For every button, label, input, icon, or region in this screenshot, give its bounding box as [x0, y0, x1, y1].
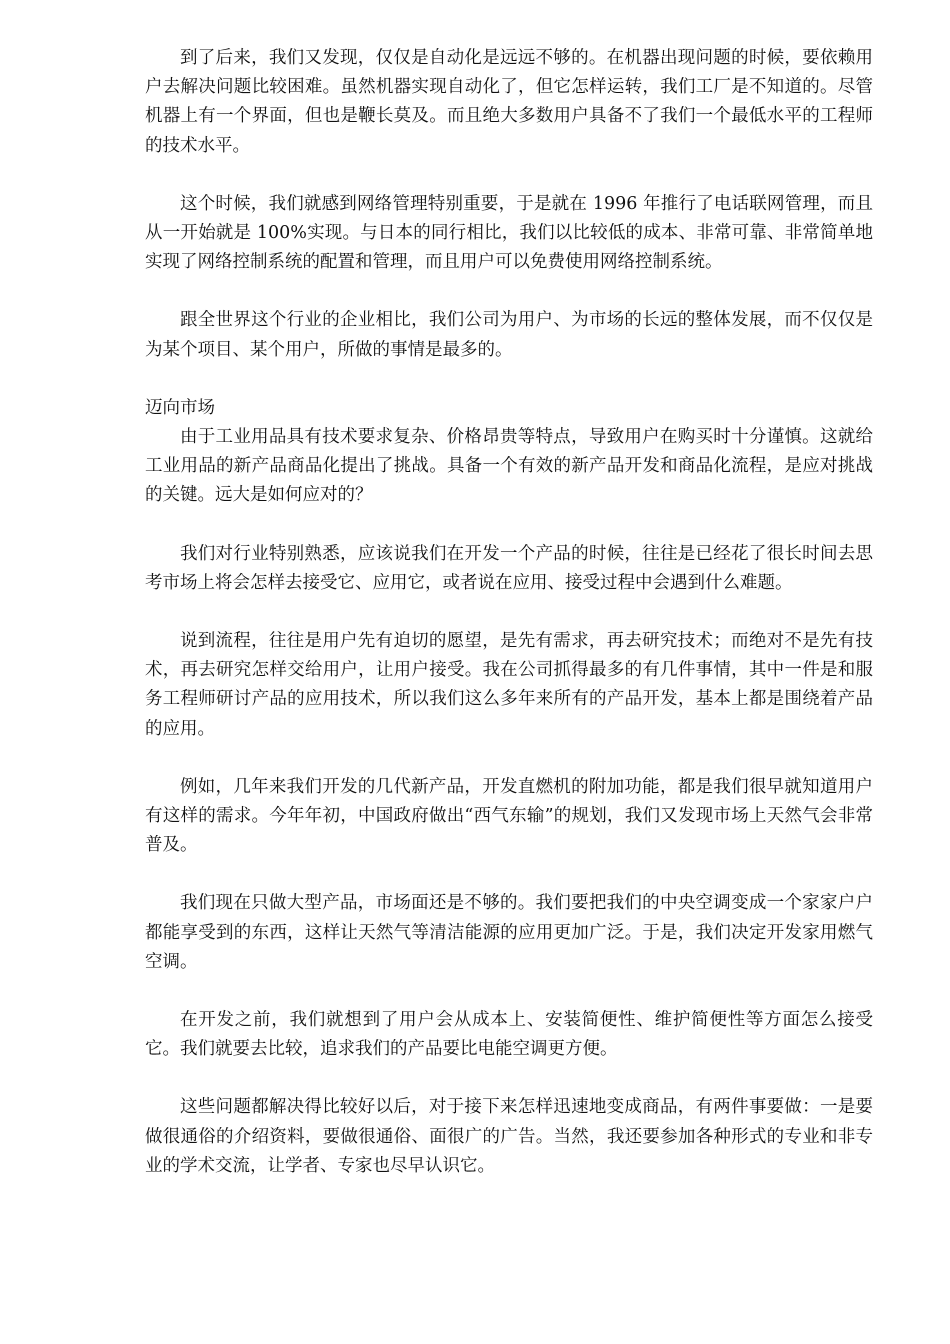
- paragraph-gap: [145, 277, 873, 306]
- paragraph-industry-comparison: 跟全世界这个行业的企业相比，我们公司为用户、为市场的长远的整体发展，而不仅仅是为某个项目、某个用户，所做的事情是最多的。: [145, 310, 873, 360]
- paragraph-gap: [145, 598, 873, 627]
- paragraph-gap: [145, 744, 873, 773]
- paragraph-gap: [145, 977, 873, 1006]
- paragraph-gap: [145, 1064, 873, 1093]
- paragraph-before-development: 在开发之前，我们就想到了用户会从成本上、安装简便性、维护简便性等方面怎么接受它。我们就要去比较，追求我们的产品要比电能空调更方便。: [145, 1010, 873, 1060]
- paragraph-automation: 到了后来，我们又发现，仅仅是自动化是远远不够的。在机器出现问题的时候，要依赖用户去解决问题比较困难。虽然机器实现自动化了，但它怎样运转，我们工厂是不知道的。尽管机器上有一个界面，但也是鞭长莫及。而且绝大多数用户具备不了我们一个最低水平的工程师的技术水平。: [145, 48, 873, 156]
- paragraph-gap: [145, 365, 873, 394]
- section-heading: 迈向市场: [145, 397, 215, 418]
- paragraph-gap: [145, 860, 873, 889]
- paragraph-industry-familiarity: 我们对行业特别熟悉，应该说我们在开发一个产品的时候，往往是已经花了很长时间去思考市场上将会怎样去接受它、应用它，或者说在应用、接受过程中会遇到什么难题。: [145, 543, 873, 593]
- paragraph-commercialization: 这些问题都解决得比较好以后，对于接下来怎样迅速地变成商品，有两件事要做：一是要做很通俗的介绍资料，要做很通俗、面很广的广告。当然，我还要参加各种形式的专业和非专业的学术交流，让学者、专家也尽早认识它。: [145, 1097, 873, 1176]
- paragraph-section-intro: 由于工业用品具有技术要求复杂、价格昂贵等特点，导致用户在购买时十分谨慎。这就给工业用品的新产品商品化提出了挑战。具备一个有效的新产品开发和商品化流程，是应对挑战的关键。远大是如何应对的？: [145, 427, 873, 506]
- document-page: [145, 44, 873, 1181]
- paragraph-process: 说到流程，往往是用户先有迫切的愿望，是先有需求，再去研究技术；而绝对不是先有技术，再去研究怎样交给用户，让用户接受。我在公司抓得最多的有几件事情，其中一件是和服务工程师研讨产品的应用技术，所以我们这么多年来所有的产品开发，基本上都是围绕着产品的应用。: [145, 631, 873, 739]
- paragraph-gap: [145, 161, 873, 190]
- paragraph-gap: [145, 511, 873, 540]
- paragraph-network-management: 这个时候，我们就感到网络管理特别重要，于是就在 1996 年推行了电话联网管理，而且从一开始就是 100%实现。与日本的同行相比，我们以比较低的成本、非常可靠、非常简单地实现了网络控制系统的配置和管理，而且用户可以免费使用网络控制系统。: [145, 193, 873, 273]
- paragraph-example: 例如，几年来我们开发的几代新产品，开发直燃机的附加功能，都是我们很早就知道用户有这样的需求。今年年初，中国政府做出“西气东输”的规划，我们又发现市场上天然气会非常普及。: [145, 776, 873, 856]
- paragraph-household-aircon: 我们现在只做大型产品，市场面还是不够的。我们要把我们的中央空调变成一个家家户户都能享受到的东西，这样让天然气等清洁能源的应用更加广泛。于是，我们决定开发家用燃气空调。: [145, 893, 873, 972]
